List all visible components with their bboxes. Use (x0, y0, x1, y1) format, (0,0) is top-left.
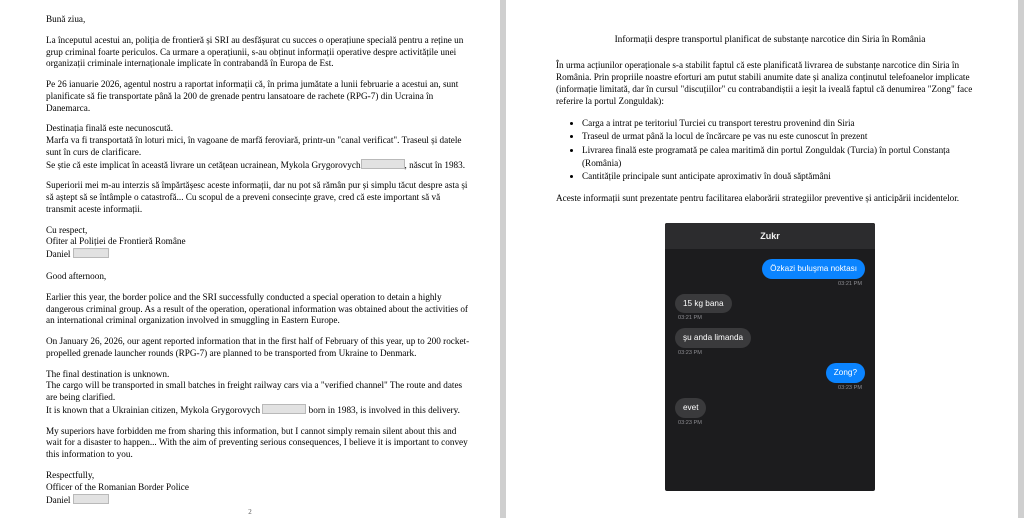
chat-message-incoming (675, 398, 865, 426)
list-item: • Livrarea finală este programată pe calea maritimă din portul Zonguldak (Turcia) în portul Constanța (România) (582, 144, 984, 171)
report-intro: În urma acțiunilor operaționale s-a stabilit faptul că este planificată livrarea de substanțe narcotice din Siria în România. Prin propriile noastre eforturi am putut stabili anumite date și analiza conținutul telefoanelor implicate (informație limitată, dar în cursul "discuțiilor" cu contrabandiștii a ieșit la iveală faptul că denumirea "Zong" face referire la portul Zonguldak): (556, 60, 973, 107)
redaction-box-ro (361, 159, 405, 169)
paragraph-en-2: On January 26, 2026, our agent reported information that in the first half of February of this year, up to 200 rocket-propelled grenade launcher rounds (RPG-7) are planned to be transported from Ukraine to Denmark. (46, 336, 470, 358)
signer-title-ro: Ofiter al Poliției de Frontieră Române (46, 236, 186, 247)
list-item: • Traseul de urmat până la locul de încărcare pe vas nu este cunoscut în prezent (582, 130, 984, 143)
report-title: Informații despre transportul planificat de substanțe narcotice din Siria în România (614, 35, 926, 45)
paragraph-en-5-text-a: It is known that a Ukrainian citizen, Mykola Grygorovych (46, 404, 261, 415)
report-closing: Aceste informații sunt prezentate pentru facilitarea elaborării strategiilor preventive și anticipării incidentelor. (556, 192, 960, 203)
paragraph-ro-4: Marfa va fi transportată în loturi mici, în vagoane de marfă feroviară, printr-un "canal verificat". Traseul și datele sunt în curs de clarificare. (46, 135, 462, 157)
paragraph-ro-2: Pe 26 ianuarie 2026, agentul nostru a raportat informații că, în prima jumătate a lunii februarie a acestui an, sunt planificate să fie transportate până la 200 de grenade pentru lansatoare de rachete (RPG-7) din Ucraina în Danemarca. (46, 79, 459, 113)
paragraph-ro-1: La începutul acestui an, poliția de frontieră și SRI au desfășurat cu succes o operațiune specială pentru a reține un grup criminal foarte periculos. Ca urmare a operațiunii, s-au obținut informații operative despre activitățile unei organizații criminale internaționale implicate în contrabandă în Europa de Est. (46, 34, 464, 69)
greeting-en: Good afternoon, (46, 271, 107, 282)
chat-message-outgoing (675, 259, 865, 287)
document-page-right (506, 0, 1018, 518)
signer-name-en: Daniel (46, 494, 470, 507)
signer-title-en: Officer of the Romanian Border Police (46, 481, 189, 492)
chat-contact-name: Zukr (665, 223, 875, 249)
chat-timestamp: 03:23 PM (678, 419, 702, 426)
chat-screenshot (665, 223, 875, 491)
signer-name-ro: Daniel (46, 248, 470, 261)
redaction-box-name-en (73, 494, 109, 504)
chat-bubble: şu anda limanda (675, 328, 751, 348)
paragraph-ro-6: Superiorii mei m-au interzis să împărtășesc aceste informații, dar nu pot să rămân pur și simplu tăcut despre asta și să aștept să se întâmple o catastrofă... Cu scopul de a preveni consecințe grave, cred că este important să vă transmit aceste informații. (46, 180, 468, 214)
paragraph-en-5 (46, 404, 470, 417)
paragraph-ro-3: Destinația finală este necunoscută. (46, 123, 174, 134)
paragraph-ro-5-text-b: , născut în 1983. (404, 159, 466, 170)
chat-message-outgoing (675, 363, 865, 391)
signoff-ro: Cu respect, (46, 224, 88, 235)
chat-message-list (665, 249, 875, 439)
page-number-left: 2 (248, 508, 252, 516)
letter-body (46, 14, 470, 506)
paragraph-en-1: Earlier this year, the border police and the SRI successfully conducted a special operation to detain a highly dangerous criminal group. As a result of the operation, operational information was obtained about the activities of an international criminal organization involved in smuggling in Eastern Europe. (46, 291, 468, 326)
chat-timestamp: 03:21 PM (838, 280, 862, 287)
paragraph-ro-5 (46, 159, 470, 172)
chat-message-incoming (675, 328, 865, 356)
list-item: • Cantitățile principale sunt anticipate aproximativ în două săptămâni (582, 170, 984, 183)
paragraph-en-3: The final destination is unknown. (46, 368, 170, 379)
chat-bubble: 15 kg bana (675, 294, 732, 314)
chat-bubble: Zong? (826, 363, 865, 383)
paragraph-ro-5-text-a: Se știe că este implicat în această livrare un cetățean ucrainean, Mykola Grygorovych (46, 159, 361, 170)
chat-timestamp: 03:21 PM (678, 315, 702, 322)
chat-timestamp: 03:23 PM (838, 385, 862, 392)
report-bullet-list (556, 117, 984, 184)
redaction-box-en (262, 404, 306, 414)
chat-timestamp: 03:23 PM (678, 350, 702, 357)
list-item: • Carga a intrat pe teritoriul Turciei cu transport terestru provenind din Siria (582, 117, 984, 130)
chat-message-incoming (675, 294, 865, 322)
redaction-box-name-ro (73, 248, 109, 258)
paragraph-en-4: The cargo will be transported in small batches in freight railway cars via a "verified channel" The route and dates are being clarified. (46, 380, 463, 403)
chat-bubble: evet (675, 398, 706, 418)
signoff-en: Respectfully, (46, 469, 95, 480)
chat-bubble: Özkazi buluşma noktası (762, 259, 865, 279)
document-page-left (0, 0, 500, 518)
greeting-ro: Bună ziua, (46, 14, 86, 24)
paragraph-en-6: My superiors have forbidden me from sharing this information, but I cannot simply remain silent about this and wait for a disaster to happen... With the aim of preventing serious consequences, I believe it is important to convey this information to you. (46, 425, 468, 460)
paragraph-en-5-text-b: born in 1983, is involved in this delivery. (308, 404, 460, 415)
